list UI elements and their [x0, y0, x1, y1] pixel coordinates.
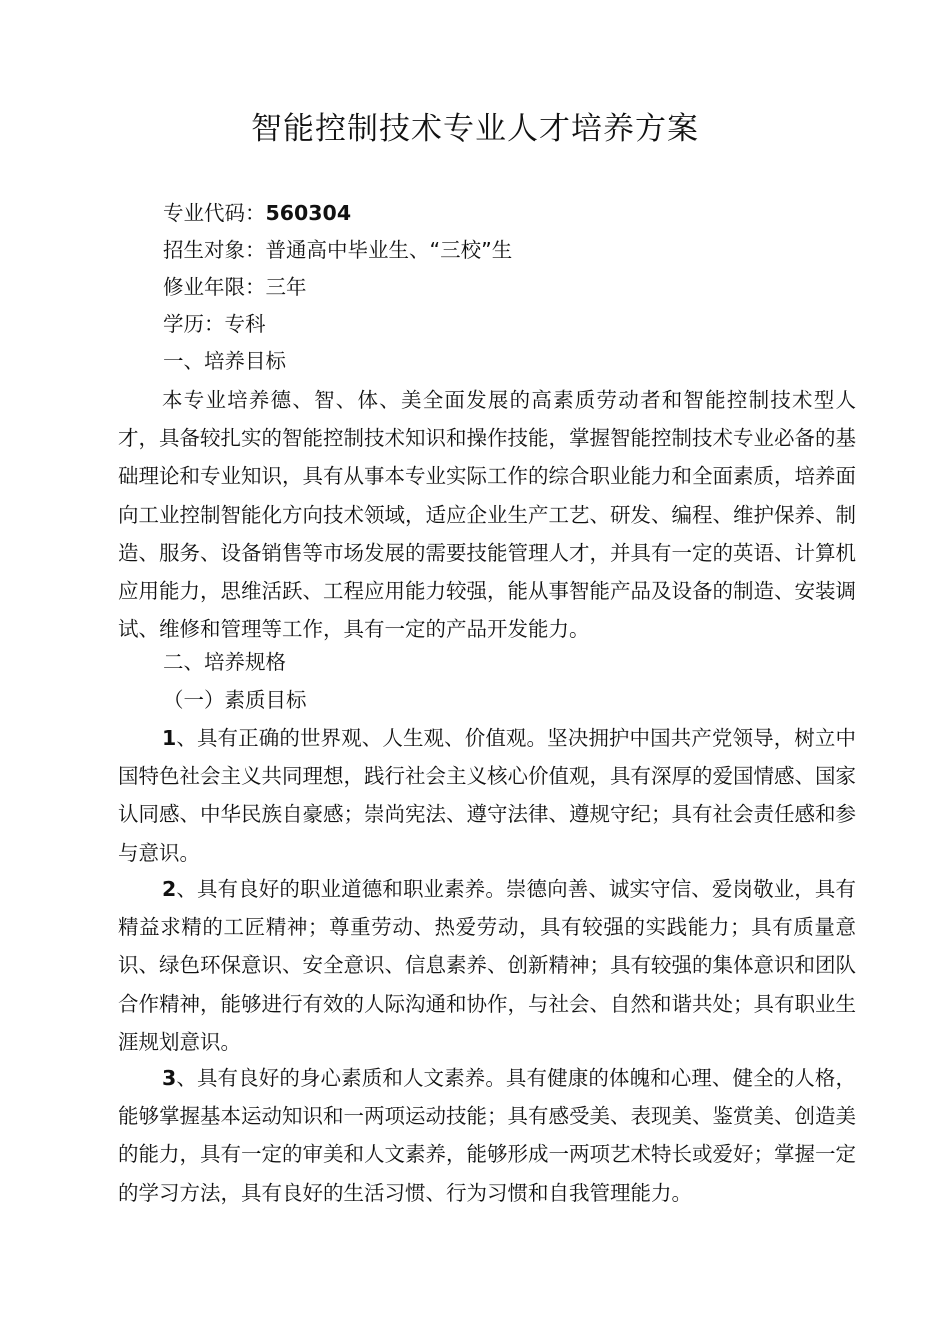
paragraph-goals: 本专业培养德、智、体、美全面发展的高素质劳动者和智能控制技术型人才，具备较扎实的智能控制技术知识和操作技能，掌握智能控制技术专业必备的基础理论和专业知识，具有从事本专业实际工作的综合职业能力和全面素质，培养面向工业控制智能化方向技术领域，适应企业生产工艺、研发、编程、维护保养、制造、服务、设备销售等市场发展的需要技能管理人才，并具有一定的英语、计算机应用能力，思维活跃、工程应用能力较强，能从事智能产品及设备的制造、安装调试、维修和管理等工作，具有一定的产品开发能力。 — [118, 388, 856, 642]
item-text: 、具有正确的世界观、人生观、价值观。坚决拥护中国共产党领导，树立中国特色社会主义共同理想，践行社会主义核心价值观，具有深厚的爱国情感、国家认同感、中华民族自豪感；崇尚宪法、遵守法律、遵规守纪；具有社会责任感和参与意识。 — [118, 726, 856, 865]
section-heading-specs: 二、培养规格 — [163, 650, 286, 674]
meta-value: 560304 — [265, 201, 352, 225]
item-text: 、具有良好的职业道德和职业素养。崇德向善、诚实守信、爱岗敬业，具有精益求精的工匠精神；尊重劳动、热爱劳动，具有较强的实践能力；具有质量意识、绿色环保意识、安全意识、信息素养、创新精神；具有较强的集体意识和团队合作精神，能够进行有效的人际沟通和协作，与社会、自然和谐共处；具有职业生涯规划意识。 — [118, 877, 856, 1054]
item-number: 2 — [162, 877, 177, 901]
meta-value: 专科 — [224, 312, 266, 336]
item-text: 、具有良好的身心素质和人文素养。具有健康的体魄和心理、健全的人格，能够掌握基本运动知识和一两项运动技能；具有感受美、表现美、鉴赏美、创造美的能力，具有一定的审美和人文素养，能够形成一两项艺术特长或爱好；掌握一定的学习方法，具有良好的生活习惯、行为习惯和自我管理能力。 — [118, 1066, 856, 1205]
meta-major-code — [163, 195, 351, 232]
list-item — [118, 719, 856, 872]
list-item — [118, 870, 856, 1061]
meta-label: 学历： — [163, 312, 225, 336]
subheading-quality-goals: （一）素质目标 — [163, 688, 307, 712]
list-item — [118, 1059, 856, 1212]
meta-value: 普通高中毕业生、“三校”生 — [265, 238, 513, 262]
meta-label: 招生对象： — [163, 238, 266, 262]
meta-duration — [163, 269, 307, 306]
meta-label: 修业年限： — [163, 275, 266, 299]
item-number: 3 — [162, 1066, 177, 1090]
meta-enrollment — [163, 232, 512, 269]
document-title: 智能控制技术专业人才培养方案 — [251, 111, 699, 147]
meta-degree — [163, 306, 266, 343]
meta-value: 三年 — [265, 275, 307, 299]
item-number: 1 — [162, 726, 177, 750]
section-heading-goals: 一、培养目标 — [163, 349, 286, 373]
meta-label: 专业代码： — [163, 201, 266, 225]
